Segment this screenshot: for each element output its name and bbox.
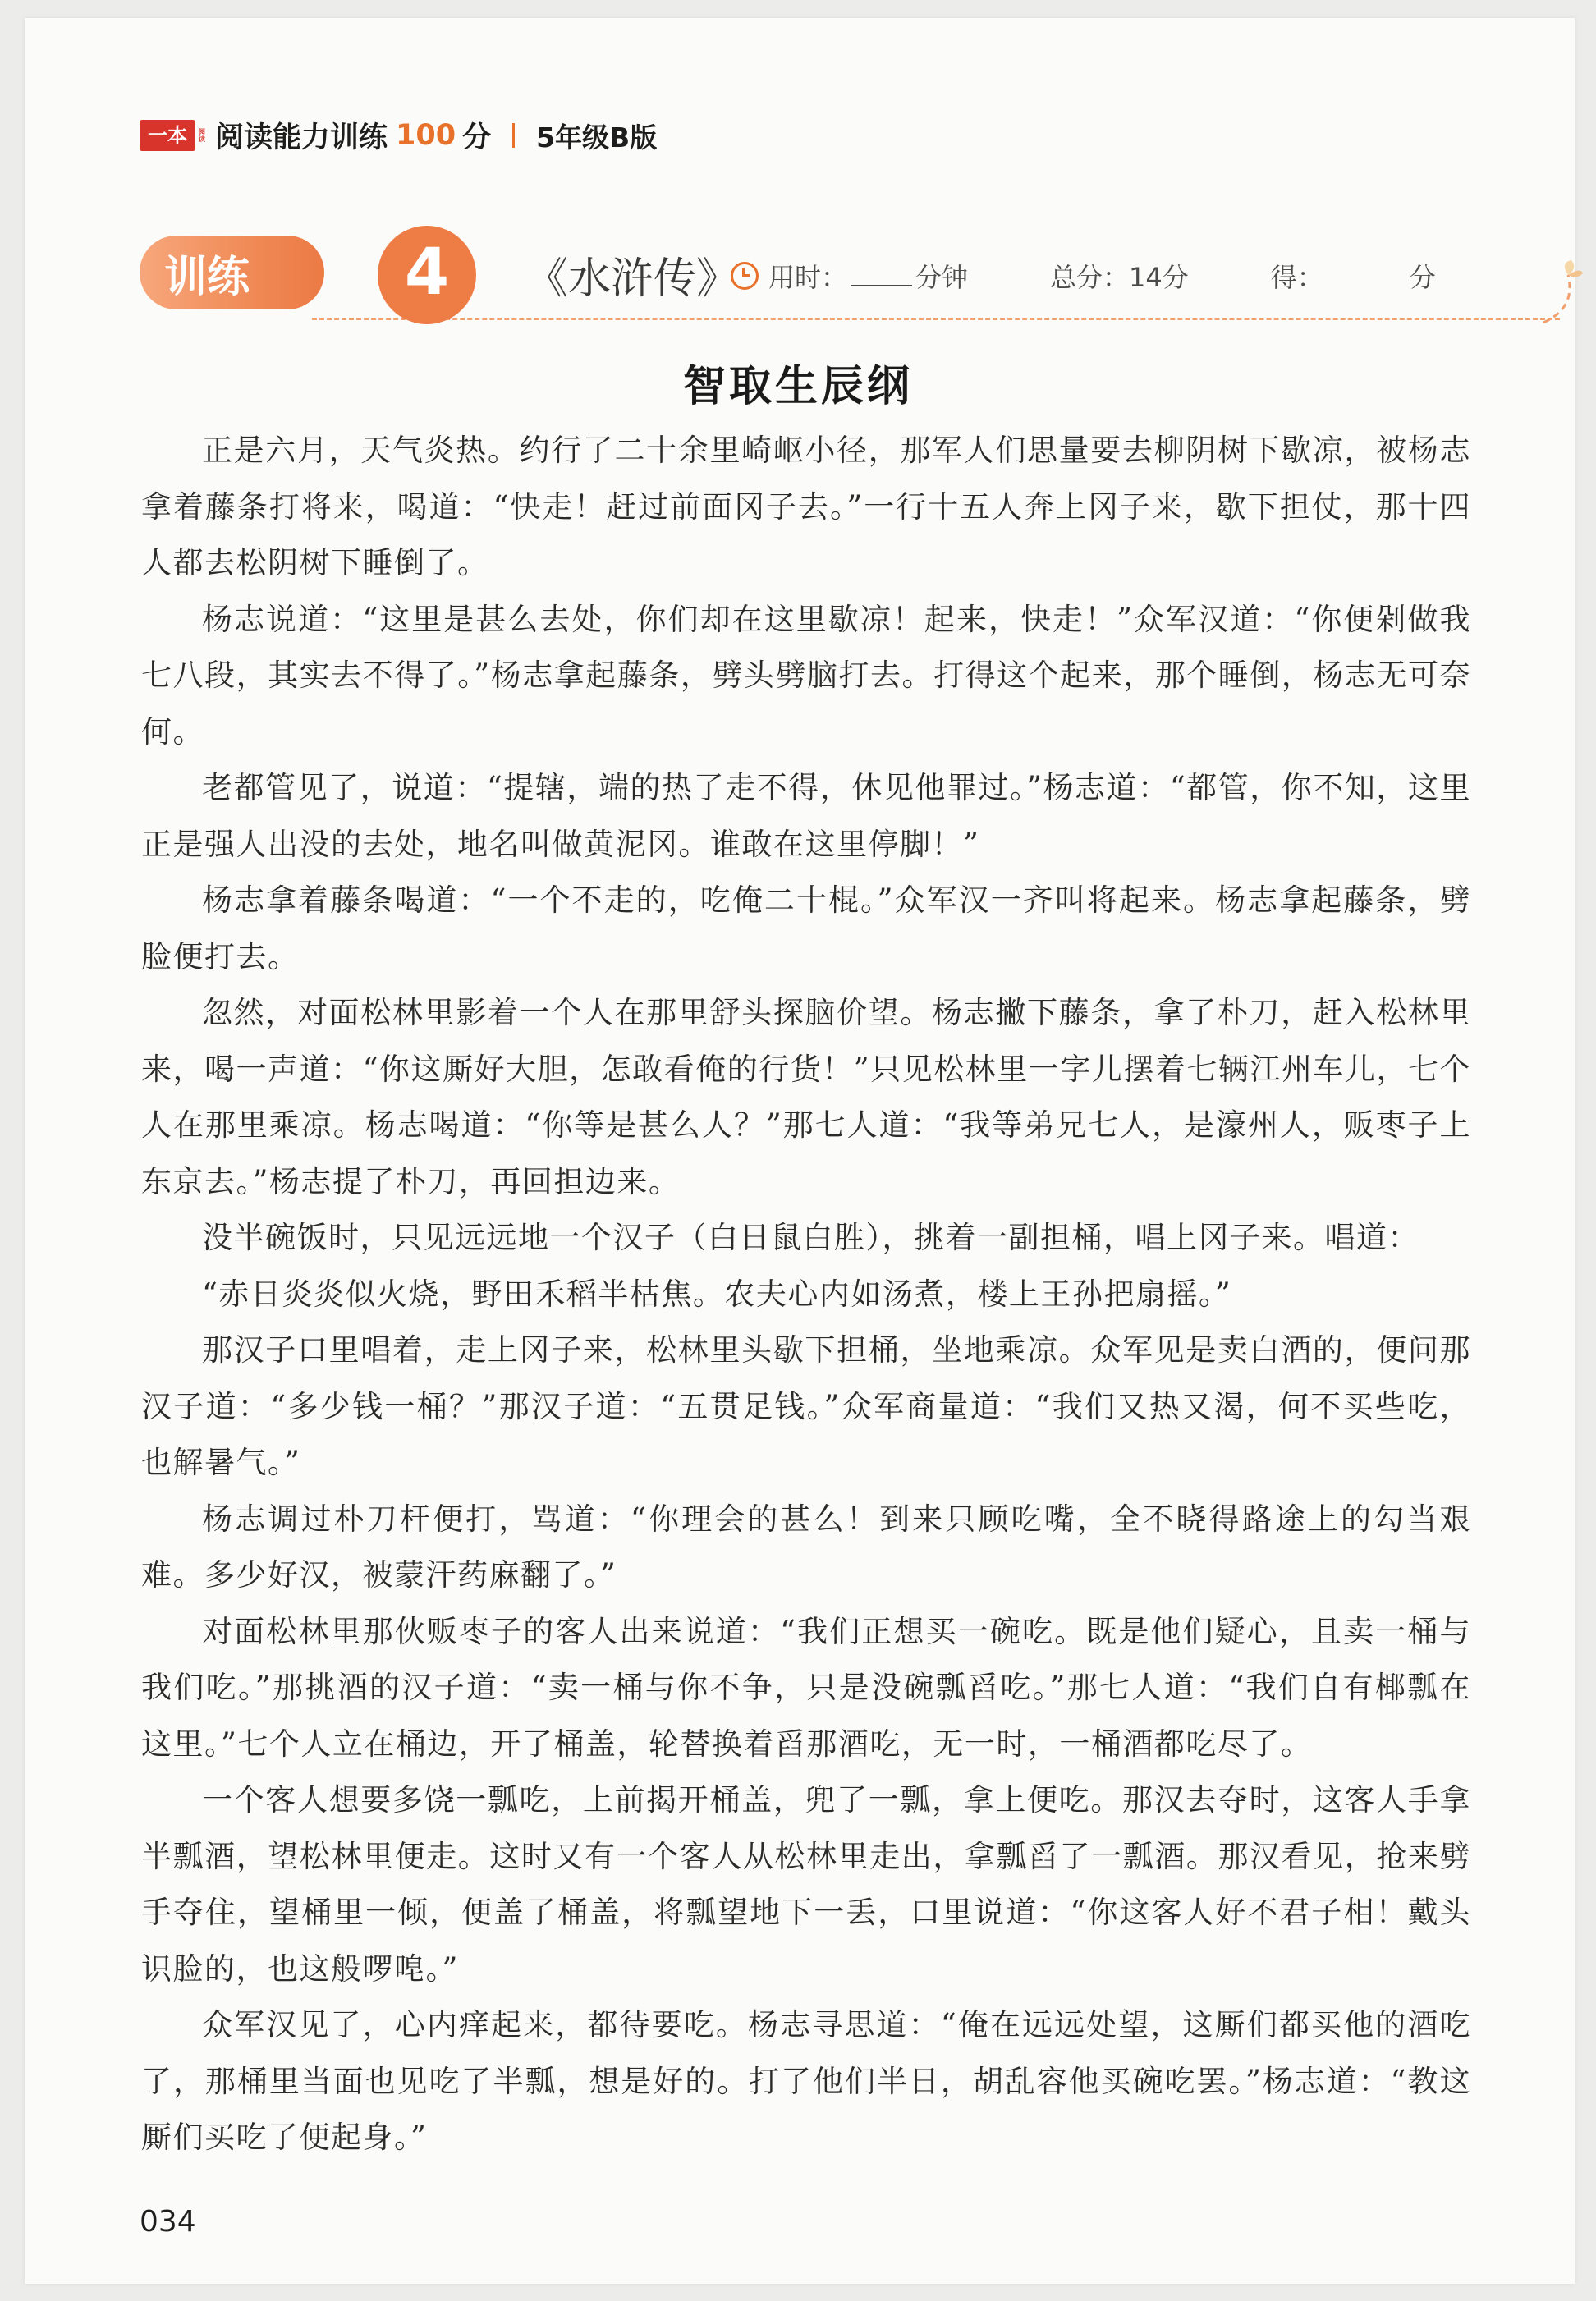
- banner-dashed-line: [312, 318, 1560, 320]
- training-label: 训练: [164, 253, 250, 302]
- score-unit: 分: [1409, 262, 1436, 293]
- grade-edition: 5年级B版: [536, 121, 658, 154]
- training-banner: [140, 226, 1470, 324]
- series-score: 100: [396, 119, 456, 152]
- paragraph: 杨志拿着藤条喝道：“一个不走的，吃俺二十棍。”众军汉一齐叫将起来。杨志拿起藤条，劈脸便打去。: [141, 882, 1471, 974]
- time-unit: 分钟: [915, 262, 969, 293]
- logo-side-text: [199, 128, 205, 143]
- training-number: 4: [404, 236, 450, 309]
- banner-meta: [731, 257, 1436, 295]
- paragraph: 众军汉见了，心内痒起来，都待要吃。杨志寻思道：“俺在远远处望，这厮们都买他的酒吃了，那桶里当面也见吃了半瓢，想是好的。打了他们半日，胡乱容他买碗吃罢。”杨志道：“教这厮们买吃了便起身。”: [141, 2007, 1471, 2155]
- total-score: 总分：14分: [1050, 262, 1189, 293]
- logo-side-char: 阅: [199, 128, 205, 135]
- article-title: 智取生辰纲: [682, 361, 913, 411]
- source-book-title: 《水浒传》: [525, 254, 740, 304]
- sprout-icon: [1535, 259, 1585, 324]
- article-body: [141, 423, 1471, 2166]
- paragraph: 杨志调过朴刀杆便打，骂道：“你理会的甚么！到来只顾吃嘴，全不晓得路途上的勾当艰难。多少好汉，被蒙汗药麻翻了。”: [141, 1501, 1471, 1593]
- page-number: 034: [140, 2205, 196, 2239]
- clock-icon: [731, 262, 759, 290]
- song-verse: “赤日炎炎似火烧，野田禾稻半枯焦。农夫心内如汤煮，楼上王孙把扇摇。”: [202, 1276, 1232, 1312]
- series-unit: 分: [462, 121, 492, 154]
- header-separator: [512, 123, 515, 148]
- score-label: 得：: [1270, 262, 1323, 293]
- paragraph: 对面松林里那伙贩枣子的客人出来说道：“我们正想买一碗吃。既是他们疑心，且卖一桶与我们吃。”那挑酒的汉子道：“卖一桶与你不争，只是没碗瓢舀吃。”那七人道：“我们自有椰瓢在这里。”七个人立在桶边，开了桶盖，轮替换着舀那酒吃，无一时，一桶酒都吃尽了。: [141, 1613, 1471, 1762]
- paragraph: 忽然，对面松林里影着一个人在那里舒头探脑价望。杨志撇下藤条，拿了朴刀，赶入松林里来，喝一声道：“你这厮好大胆，怎敢看俺的行货！”只见松林里一字儿摆着七辆江州车儿，七个人在那里乘凉。杨志喝道：“你等是甚么人？”那七人道：“我等弟兄七人，是濠州人，贩枣子上东京去。”杨志提了朴刀，再回担边来。: [141, 995, 1471, 1199]
- logo-side-char: 读: [199, 135, 205, 143]
- paragraph: 没半碗饭时，只见远远地一个汉子（白日鼠白胜），挑着一副担桶，唱上冈子来。唱道：: [202, 1220, 1419, 1255]
- time-label: 用时：: [768, 262, 848, 293]
- publisher-logo: [140, 120, 195, 151]
- logo-text: 一本: [148, 124, 187, 147]
- paragraph: 一个客人想要多饶一瓢吃，上前揭开桶盖，兜了一瓢，拿上便吃。那汉去夺时，这客人手拿半瓢酒，望松林里便走。这时又有一个客人从松林里走出，拿瓢舀了一瓢酒。那汉看见，抢来劈手夺住，望桶里一倾，便盖了桶盖，将瓢望地下一丢，口里说道：“你这客人好不君子相！戴头识脸的，也这般啰唣。”: [141, 1782, 1471, 1987]
- paragraph: 正是六月，天气炎热。约行了二十余里崎岖小径，那军人们思量要去柳阴树下歇凉，被杨志拿着藤条打将来，喝道：“快走！赶过前面冈子去。”一行十五人奔上冈子来，歇下担仗，那十四人都去松阴树下睡倒了。: [141, 433, 1471, 580]
- paragraph: 那汉子口里唱着，走上冈子来，松林里头歇下担桶，坐地乘凉。众军见是卖白酒的，便问那汉子道：“多少钱一桶？”那汉子道：“五贯足钱。”众军商量道：“我们又热又渴，何不买些吃，也解暑气。”: [141, 1332, 1471, 1480]
- series-title: 阅读能力训练: [215, 121, 388, 154]
- paragraph: 杨志说道：“这里是甚么去处，你们却在这里歇凉！起来，快走！”众军汉道：“你便剁做我七八段，其实去不得了。”杨志拿起藤条，劈头劈脑打去。打得这个起来，那个睡倒，杨志无可奈何。: [141, 601, 1471, 749]
- paragraph: 老都管见了，说道：“提辖，端的热了走不得，休见他罪过。”杨志道：“都管，你不知，这里正是强人出没的去处，地名叫做黄泥冈。谁敢在这里停脚！”: [141, 770, 1471, 862]
- time-blank[interactable]: [851, 285, 912, 286]
- book-header: [140, 115, 657, 156]
